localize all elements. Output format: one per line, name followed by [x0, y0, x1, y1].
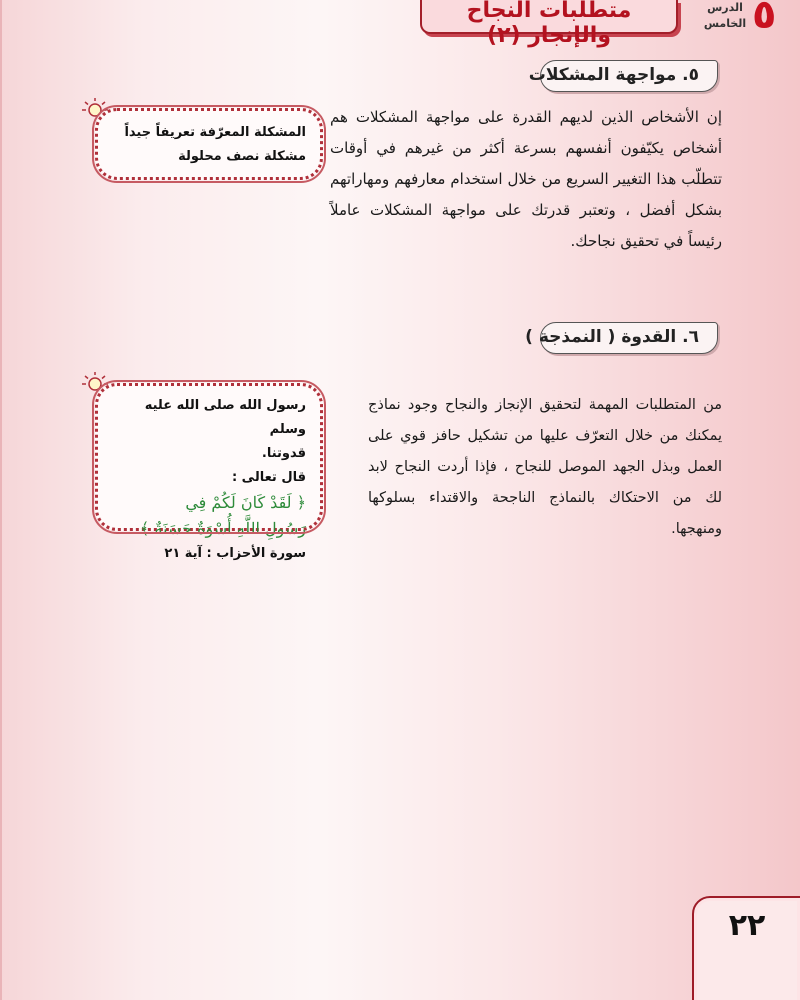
- lesson-title: متطلبات النجاح والإنجاز (٢): [466, 0, 632, 48]
- note-quote-intro: قال تعالى :: [231, 470, 306, 485]
- lesson-title-banner: [420, 0, 678, 48]
- lesson-label-line2: الخامس: [703, 17, 747, 30]
- quran-verse-line2: رَسُولِ اللَّهِ أُسْوَةٌ حَسَنَةٌ ﴾: [139, 519, 306, 538]
- lesson-label-line1: الدرس: [707, 1, 743, 14]
- note-box-problem: [95, 108, 323, 180]
- quran-reference: سورة الأحزاب : آية ٢١: [164, 546, 306, 561]
- section-paragraph-problems: إن الأشخاص الذين لديهم القدرة على مواجهة المشكلات هم أشخاص يكيّفون أنفسهم بسرعة أكثر من غيرهم في أوقات تتطلّب هذا التغيير السريع من خلال استخدام معارفهم ومهاراتهم بشكل أفضل ، وتعتبر قدرتك على مواجهة المشكلات عاملاً رئيساً في تحقيق نجاحك.: [330, 108, 722, 250]
- note-quote-line2: قدوتنا.: [261, 446, 306, 461]
- lesson-label: [698, 0, 752, 32]
- page-number: ٢٢: [728, 908, 766, 943]
- note-problem-line1: المشكلة المعرّفة تعريفاً جيداً: [124, 125, 306, 140]
- note-quote-line1: رسول الله صلى الله عليه وسلم: [144, 398, 306, 437]
- quran-verse-line1: ﴿ لَقَدْ كَانَ لَكُمْ فِي: [185, 493, 306, 512]
- section-heading-problems: ٥. مواجهة المشكلات: [540, 60, 718, 92]
- note-box-quote: [95, 383, 323, 561]
- page-number-box: [692, 896, 800, 1000]
- section-heading-role-model: ٦. القدوة ( النمذجة ): [540, 322, 718, 354]
- note-problem-line2: مشكلة نصف محلولة: [178, 149, 306, 164]
- section-paragraph-role-model: من المتطلبات المهمة لتحقيق الإنجاز والنجاح وجود نماذج يمكنك من خلال التعرّف عليها من تشكيل حافز قوي على العمل وبذل الجهد الموصل للنجاح ، فإذا أردت النجاح لابد لك من الاحتكاك بالنماذج الناجحة والاقتداء بسلوكها ومنهجها.: [368, 397, 722, 537]
- lesson-number: ٥: [752, 0, 777, 38]
